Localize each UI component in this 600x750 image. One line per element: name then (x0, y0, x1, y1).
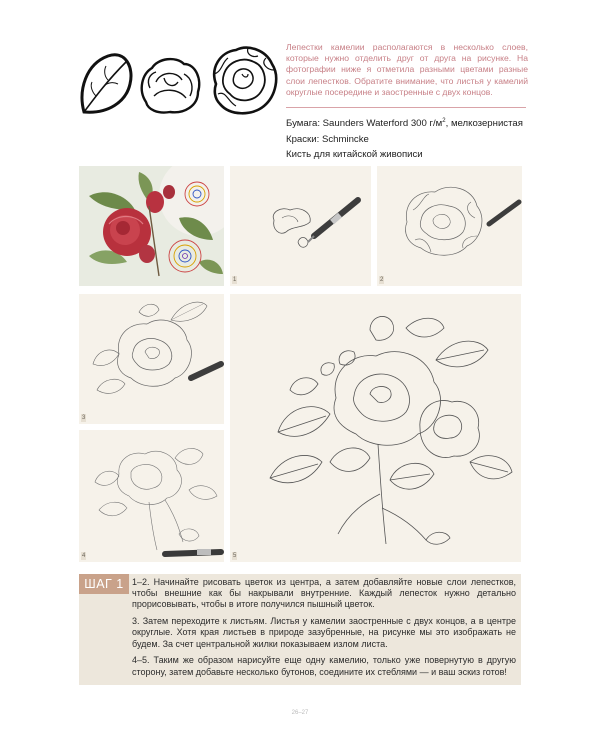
panel-number-3: 3 (82, 415, 86, 421)
step-panel-4 (79, 430, 224, 562)
step-paragraph-1: 1–2. Начинайте рисовать цветок из центра, а затем добавляйте новые слои лепестков, чтобы внешние как бы накрывали внутренние. Каждый лепесток нужно детально прорисовывать, чтобы в итоге получился пышный цветок. (132, 577, 516, 610)
panel-number-4: 4 (82, 553, 86, 559)
step-paragraph-2: 3. Затем переходите к листьям. Листья у камелии заостренные с двух концов, а в центре округлые. Хотя края листьев в природе зазубренные, на рисунке мы это изображать не будем. За счет центральной жилки показываем излом листа. (132, 616, 516, 649)
materials-brush: Кисть для китайской живописи (286, 149, 423, 160)
camellia-sketch (208, 44, 280, 118)
step-panel-1 (230, 166, 371, 286)
camellia-photo (79, 166, 224, 286)
panel-number-1: 1 (233, 277, 237, 283)
step-paragraph-3: 4–5. Таким же образом нарисуйте еще одну камелию, только уже повернутую в другую сторону, затем добавьте несколько бутонов, соедините их стеблями — и ваш эскиз готов! (132, 655, 516, 677)
panel-number-2: 2 (380, 277, 384, 283)
step-text (132, 577, 516, 683)
divider (286, 107, 526, 108)
page-number: 26–27 (291, 710, 309, 716)
step-panel-3 (79, 294, 224, 424)
intro-text: Лепестки камелии располагаются в несколько слоев, которые нужно отделить друг от друга на рисунке. На фотографии ниже я отметила разными цветами разные слои лепестков. Обратите внимание, что листья у камелий округлые посередине и заостренные с двух концов. (286, 42, 528, 97)
step-panel-5 (230, 294, 521, 562)
step-panel-2 (377, 166, 522, 286)
panel-number-5: 5 (233, 553, 237, 559)
materials-paints: Краски: Schmincke (286, 133, 369, 145)
bud-sketch (136, 52, 204, 118)
step-badge: ШАГ 1 (79, 574, 129, 594)
leaf-sketch (78, 52, 136, 118)
materials-list (286, 114, 546, 162)
materials-paper: Бумага: Saunders Waterford 300 $г/м^2$, мелкозернистая (286, 118, 523, 130)
